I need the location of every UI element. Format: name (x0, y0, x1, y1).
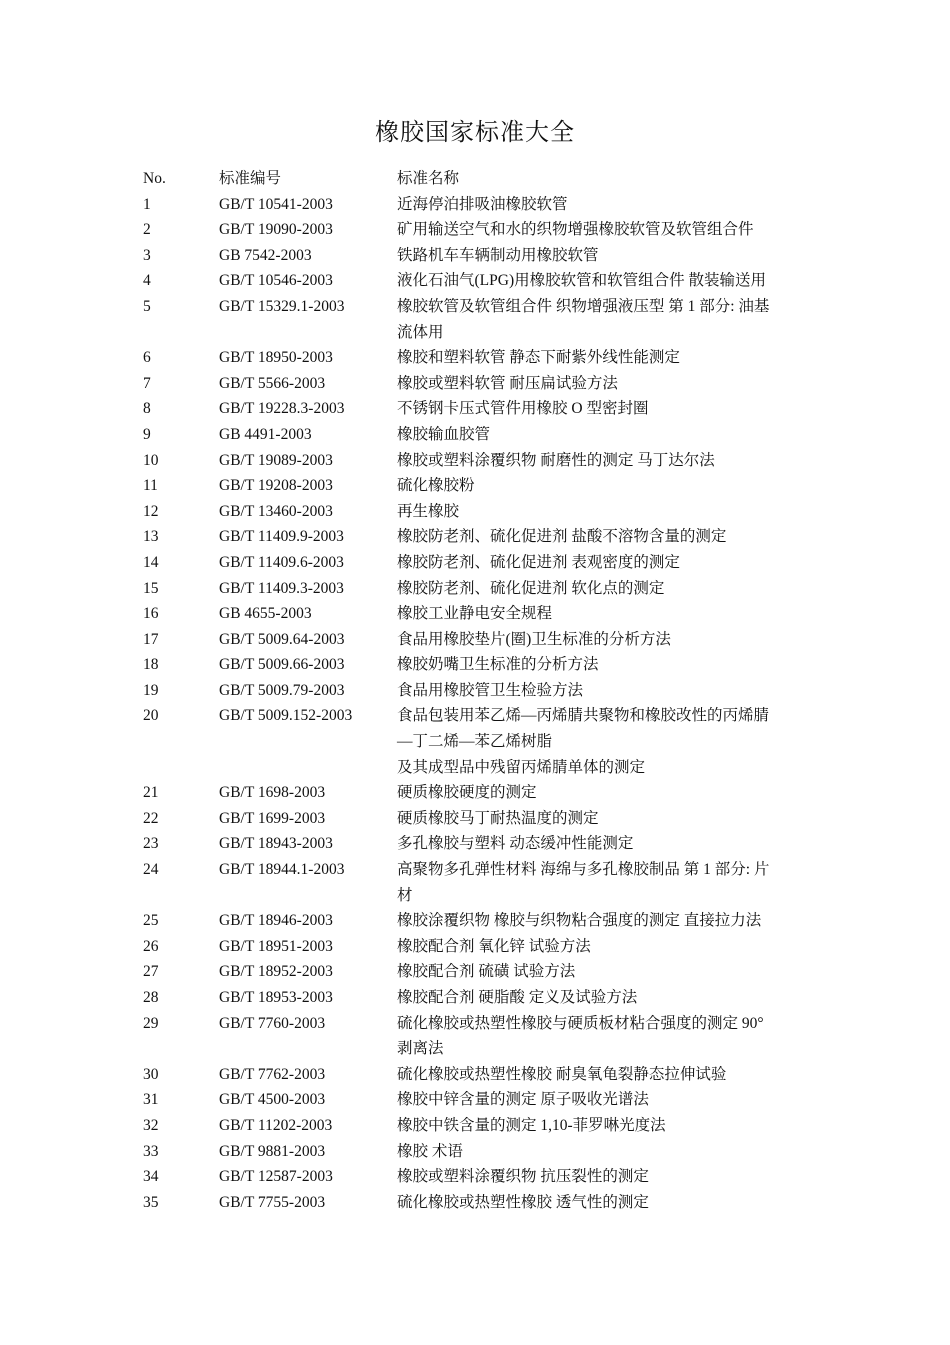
row-number: 28 (143, 989, 159, 1006)
standard-name-line: 硫化橡胶或热塑性橡胶 耐臭氧龟裂静态拉伸试验 (397, 1065, 727, 1083)
standard-name-line: 橡胶中铁含量的测定 1,10-菲罗啉光度法 (397, 1116, 666, 1134)
row-number: 31 (143, 1091, 159, 1109)
table-row (143, 908, 823, 934)
standard-code: GB/T 18953-2003 (219, 989, 333, 1006)
standard-name (397, 934, 817, 960)
row-number: 22 (143, 809, 159, 827)
table-row (143, 780, 823, 806)
standard-code: GB/T 5009.79-2003 (219, 681, 345, 699)
standard-name-line: 不锈钢卡压式管件用橡胶 O 型密封圈 (397, 400, 649, 418)
standard-name-line: 矿用输送空气和水的织物增强橡胶软管及软管组合件 (397, 221, 754, 239)
row-number: 8 (143, 400, 151, 418)
row-number: 33 (143, 1142, 159, 1160)
standard-name-line: 剥离法 (397, 1040, 444, 1058)
standard-name (397, 371, 817, 397)
row-number: 12 (143, 502, 159, 520)
standard-code: GB/T 13460-2003 (219, 502, 333, 520)
page-title: 橡胶国家标准大全 (375, 120, 575, 146)
standard-name (397, 780, 817, 806)
standard-name-line: 橡胶中锌含量的测定 原子吸收光谱法 (397, 1091, 649, 1109)
row-number: 6 (143, 349, 151, 367)
standard-name-line: 近海停泊排吸油橡胶软管 (397, 195, 568, 213)
row-number: 5 (143, 297, 151, 315)
row-number: 18 (143, 656, 159, 674)
standard-name (397, 448, 817, 474)
standard-name (397, 192, 817, 218)
standard-code: GB/T 18950-2003 (219, 349, 333, 367)
table-row (143, 1011, 823, 1062)
row-number: 10 (143, 451, 159, 469)
table-row (143, 627, 823, 653)
standard-name-line: 材 (397, 886, 413, 904)
row-number: 17 (143, 630, 159, 648)
standard-name (397, 396, 817, 422)
standard-name-line: 橡胶输血胶管 (397, 425, 491, 443)
standard-name (397, 217, 817, 243)
row-number: 4 (143, 272, 151, 290)
row-number: 19 (143, 681, 159, 699)
standard-name-line: 铁路机车车辆制动用橡胶软管 (397, 246, 599, 264)
standard-name-line: 橡胶工业静电安全规程 (397, 605, 553, 623)
standard-name-line: 橡胶防老剂、硫化促进剂 软化点的测定 (397, 579, 665, 597)
standard-name (397, 550, 817, 576)
row-number: 30 (143, 1065, 159, 1083)
standards-table (143, 166, 823, 1215)
standard-name (397, 652, 817, 678)
standard-name (397, 1113, 817, 1139)
standard-name (397, 678, 817, 704)
standard-name (397, 806, 817, 832)
standard-name-line: 硬质橡胶马丁耐热温度的测定 (397, 809, 599, 827)
standard-code: GB/T 4500-2003 (219, 1091, 326, 1109)
table-row (143, 1062, 823, 1088)
standard-name (397, 243, 817, 269)
table-row (143, 831, 823, 857)
standard-name (397, 524, 817, 550)
standard-code: GB/T 12587-2003 (219, 1168, 333, 1186)
standard-code: GB/T 5009.64-2003 (219, 630, 345, 648)
standard-code: GB/T 11202-2003 (219, 1116, 333, 1134)
standard-name (397, 1190, 817, 1216)
row-number: 9 (143, 425, 151, 443)
standard-code: GB/T 18944.1-2003 (219, 861, 345, 879)
table-row (143, 371, 823, 397)
row-number: 25 (143, 912, 159, 930)
standard-name (397, 268, 817, 294)
standard-code: GB/T 11409.6-2003 (219, 553, 344, 571)
table-row (143, 1139, 823, 1165)
row-number: 15 (143, 579, 159, 597)
table-row (143, 268, 823, 294)
table-row (143, 473, 823, 499)
standard-name (397, 908, 817, 934)
standard-code: GB/T 18943-2003 (219, 835, 333, 853)
standard-code: GB/T 7755-2003 (219, 1193, 326, 1211)
standard-name-line: 橡胶或塑料涂覆织物 耐磨性的测定 马丁达尔法 (397, 451, 715, 469)
standard-code: GB/T 19208-2003 (219, 477, 333, 495)
standard-code: GB/T 10546-2003 (219, 272, 333, 290)
standard-name-line: 橡胶配合剂 硫磺 试验方法 (397, 963, 576, 981)
standard-name (397, 627, 817, 653)
standard-code: GB/T 5009.66-2003 (219, 656, 345, 674)
standard-name (397, 1087, 817, 1113)
standard-name-line: 橡胶涂覆织物 橡胶与织物粘合强度的测定 直接拉力法 (397, 912, 762, 930)
row-number: 27 (143, 963, 159, 981)
table-row (143, 294, 823, 345)
row-number: 26 (143, 937, 159, 955)
header-no: No. (143, 170, 166, 187)
standard-name-line: 流体用 (397, 323, 444, 341)
standard-code: GB/T 19228.3-2003 (219, 400, 345, 418)
standard-code: GB/T 7762-2003 (219, 1065, 326, 1083)
standard-name-line: 橡胶或塑料软管 耐压扁试验方法 (397, 374, 618, 392)
table-row (143, 1190, 823, 1216)
table-row (143, 396, 823, 422)
table-row (143, 857, 823, 908)
standard-code: GB/T 1699-2003 (219, 809, 326, 827)
standard-code: GB/T 11409.9-2003 (219, 528, 344, 546)
standard-code: GB/T 11409.3-2003 (219, 579, 344, 597)
row-number: 23 (143, 835, 159, 853)
standard-code: GB 4655-2003 (219, 605, 312, 623)
standard-name-line: 高聚物多孔弹性材料 海绵与多孔橡胶制品 第 1 部分: 片 (397, 861, 770, 879)
standard-name-line: 硬质橡胶硬度的测定 (397, 784, 537, 802)
standard-name-line: 食品用橡胶管卫生检验方法 (397, 681, 584, 699)
standard-name-line: 多孔橡胶与塑料 动态缓冲性能测定 (397, 835, 634, 853)
standard-name-line: 硫化橡胶或热塑性橡胶与硬质板材粘合强度的测定 90° (397, 1014, 764, 1032)
standard-name (397, 499, 817, 525)
standard-name-line: 再生橡胶 (397, 502, 460, 520)
table-row (143, 499, 823, 525)
standard-name (397, 294, 817, 345)
table-row (143, 1087, 823, 1113)
row-number: 20 (143, 707, 159, 725)
standard-name (397, 1164, 817, 1190)
standard-code: GB/T 19090-2003 (219, 221, 333, 239)
standard-name (397, 959, 817, 985)
table-row (143, 934, 823, 960)
table-row (143, 985, 823, 1011)
standard-code: GB/T 18951-2003 (219, 937, 333, 955)
table-row (143, 959, 823, 985)
row-number: 24 (143, 861, 159, 879)
standard-name (397, 473, 817, 499)
row-number: 21 (143, 784, 159, 802)
table-row (143, 652, 823, 678)
table-row (143, 601, 823, 627)
standard-code: GB/T 18946-2003 (219, 912, 333, 930)
table-row (143, 678, 823, 704)
row-number: 13 (143, 528, 159, 546)
row-number: 3 (143, 246, 151, 264)
row-number: 35 (143, 1193, 159, 1211)
row-number: 34 (143, 1168, 159, 1186)
standard-name-line: 液化石油气(LPG)用橡胶软管和软管组合件 散装输送用 (397, 272, 766, 290)
row-number: 1 (143, 195, 151, 213)
standard-name-line: 橡胶奶嘴卫生标准的分析方法 (397, 656, 599, 674)
standard-name-line: 橡胶 术语 (397, 1142, 463, 1160)
row-number: 7 (143, 374, 151, 392)
standard-name (397, 601, 817, 627)
standard-name-line: 橡胶软管及软管组合件 织物增强液压型 第 1 部分: 油基 (397, 297, 770, 315)
row-number: 11 (143, 477, 158, 495)
row-number: 29 (143, 1014, 159, 1032)
standard-code: GB/T 18952-2003 (219, 963, 333, 981)
standard-name-line: 食品用橡胶垫片(圈)卫生标准的分析方法 (397, 630, 671, 648)
standard-code: GB 4491-2003 (219, 425, 312, 443)
table-row (143, 217, 823, 243)
standard-name (397, 1062, 817, 1088)
standard-code: GB 7542-2003 (219, 246, 312, 264)
standard-name (397, 1011, 817, 1062)
table-row (143, 703, 823, 780)
standard-name (397, 1139, 817, 1165)
standard-name-line: 橡胶防老剂、硫化促进剂 盐酸不溶物含量的测定 (397, 528, 727, 546)
standard-code: GB/T 7760-2003 (219, 1014, 326, 1032)
row-number: 32 (143, 1116, 159, 1134)
table-row (143, 524, 823, 550)
table-row (143, 345, 823, 371)
standard-name-line: 橡胶配合剂 氧化锌 试验方法 (397, 937, 591, 955)
standard-name (397, 857, 817, 908)
standard-name-line: 硫化橡胶粉 (397, 477, 475, 495)
standard-code: GB/T 15329.1-2003 (219, 297, 345, 315)
row-number: 14 (143, 553, 159, 571)
standard-name-line: 橡胶或塑料涂覆织物 抗压裂性的测定 (397, 1168, 649, 1186)
table-row (143, 1113, 823, 1139)
table-row (143, 550, 823, 576)
standard-code: GB/T 19089-2003 (219, 451, 333, 469)
standard-name-line: 橡胶防老剂、硫化促进剂 表观密度的测定 (397, 553, 680, 571)
table-row (143, 243, 823, 269)
header-name: 标准名称 (397, 170, 460, 187)
standard-name-line: 及其成型品中残留丙烯腈单体的测定 (397, 758, 646, 776)
standard-code: GB/T 1698-2003 (219, 784, 326, 802)
table-row (143, 422, 823, 448)
standard-code: GB/T 5566-2003 (219, 374, 326, 392)
standard-name (397, 576, 817, 602)
standard-name-line: —丁二烯—苯乙烯树脂 (397, 733, 553, 751)
standard-name (397, 831, 817, 857)
table-body (143, 192, 823, 1216)
table-row (143, 806, 823, 832)
standard-name-line: 橡胶和塑料软管 静态下耐紫外线性能测定 (397, 349, 680, 367)
header-code: 标准编号 (219, 170, 282, 187)
standard-name (397, 703, 817, 780)
standard-code: GB/T 5009.152-2003 (219, 707, 353, 725)
standard-name-line: 食品包装用苯乙烯—丙烯腈共聚物和橡胶改性的丙烯腈 (397, 707, 770, 725)
standard-name-line: 橡胶配合剂 硬脂酸 定义及试验方法 (397, 989, 638, 1006)
standard-code: GB/T 9881-2003 (219, 1142, 326, 1160)
standard-code: GB/T 10541-2003 (219, 195, 333, 213)
row-number: 16 (143, 605, 159, 623)
standard-name (397, 345, 817, 371)
standard-name (397, 985, 817, 1011)
table-row (143, 192, 823, 218)
table-header (143, 166, 823, 192)
table-row (143, 1164, 823, 1190)
standard-name-line: 硫化橡胶或热塑性橡胶 透气性的测定 (397, 1193, 649, 1211)
standard-name (397, 422, 817, 448)
table-row (143, 448, 823, 474)
row-number: 2 (143, 221, 151, 239)
table-row (143, 576, 823, 602)
